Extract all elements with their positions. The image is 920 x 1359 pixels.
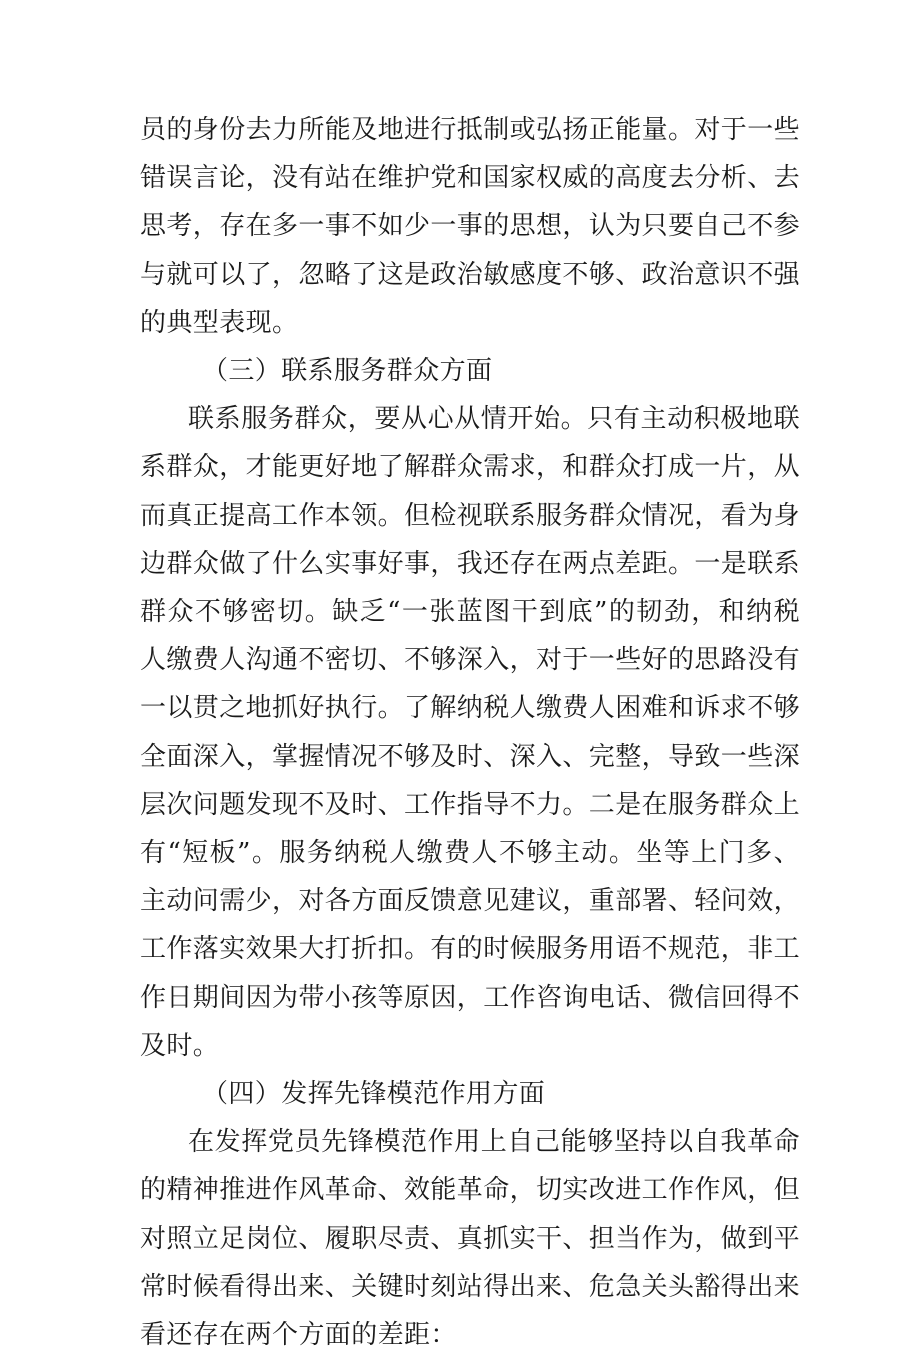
paragraph-contact-masses: 联系服务群众，要从心从情开始。只有主动积极地联系群众，才能更好地了解群众需求，和群众打成一片，从而真正提高工作本领。但检视联系服务群众情况，看为身边群众做了什么实事好事，我还存在两点差距。一是联系群众不够密切。缺乏“一张蓝图干到底”的韧劲，和纳税人缴费人沟通不密切、不够深入，对于一些好的思路没有一以贯之地抓好执行。了解纳税人缴费人困难和诉求不够全面深入，掌握情况不够及时、深入、完整，导致一些深层次问题发现不及时、工作指导不力。二是在服务群众上有“短板”。服务纳税人缴费人不够主动。坐等上门多、主动问需少，对各方面反馈意见建议，重部署、轻问效，工作落实效果大打折扣。有的时候服务用语不规范，非工作日期间因为带小孩等原因，工作咨询电话、微信回得不及时。 [140, 404, 801, 1061]
paragraph-continuation: 员的身份去力所能及地进行抵制或弘扬正能量。对于一些错误言论，没有站在维护党和国家权威的高度去分析、去思考，存在多一事不如少一事的思想，认为只要自己不参与就可以了，忽略了这是政治敏感度不够、政治意识不强的典型表现。 [140, 115, 801, 338]
document-body [140, 106, 800, 1359]
section-heading-four: （四）发挥先锋模范作用方面 [202, 1079, 546, 1110]
paragraph-vanguard-role: 在发挥党员先锋模范作用上自己能够坚持以自我革命的精神推进作风革命、效能革命，切实改进工作作风，但对照立足岗位、履职尽责、真抓实干、担当作为，做到平常时候看得出来、关键时刻站得出来、危急关头豁得出来看还存在两个方面的差距： [140, 1127, 801, 1351]
section-heading-three: （三）联系服务群众方面 [202, 356, 493, 387]
